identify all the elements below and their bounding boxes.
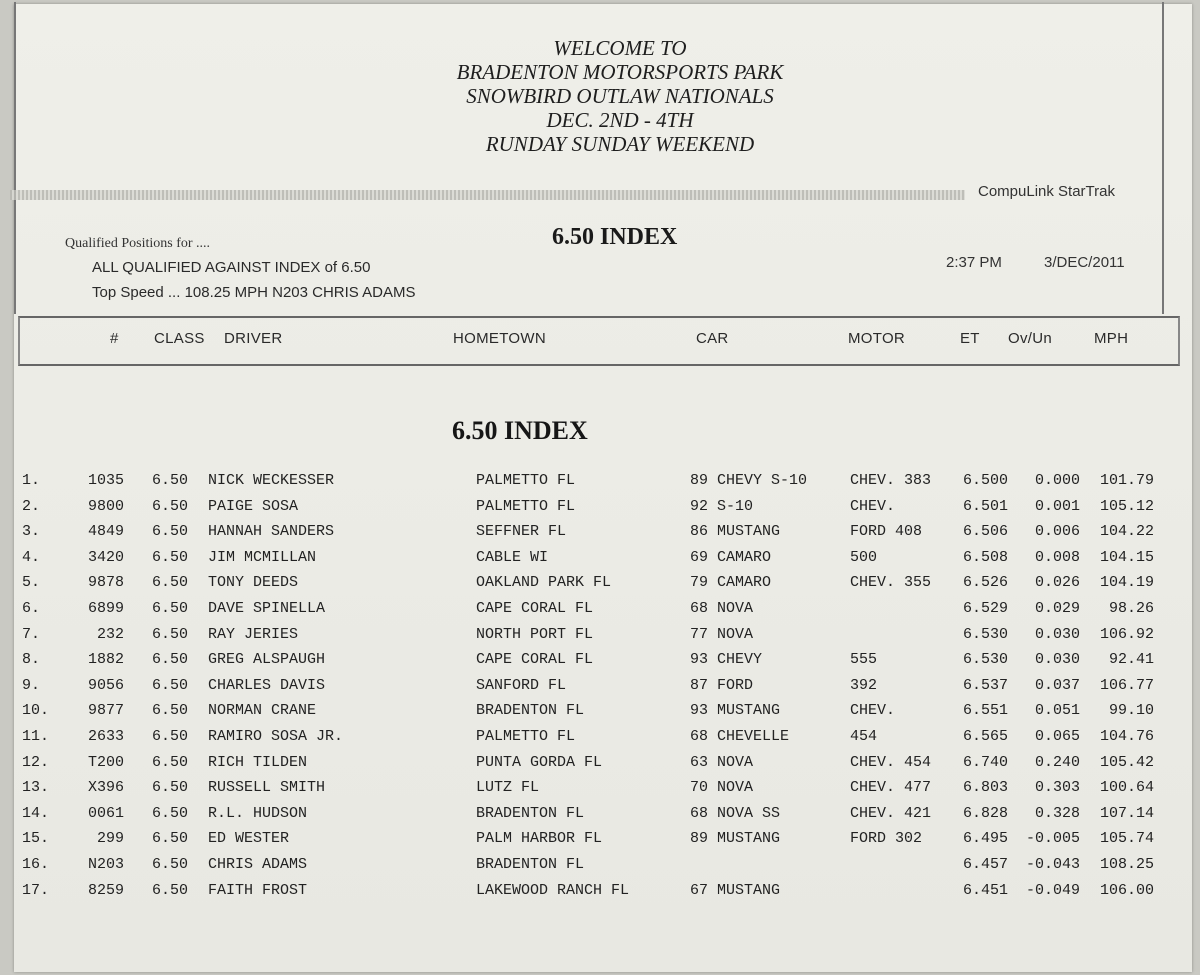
cell-over-under: 0.006 bbox=[1034, 523, 1080, 541]
cell-driver: CHRIS ADAMS bbox=[208, 856, 308, 873]
cell-elapsed-time: 6.537 bbox=[963, 676, 1009, 694]
cell-hometown: CAPE CORAL FL bbox=[476, 651, 594, 669]
table-row bbox=[0, 626, 1200, 651]
cell-driver: RAY JERIES bbox=[208, 625, 299, 643]
cell-elapsed-time: 6.803 bbox=[963, 779, 1009, 797]
table-row bbox=[0, 498, 1200, 523]
cell-elapsed-time: 6.495 bbox=[963, 830, 1009, 848]
col-num: # bbox=[110, 330, 119, 347]
cell-elapsed-time: 6.506 bbox=[963, 523, 1009, 541]
cell-class: 6.50 bbox=[152, 753, 189, 771]
cell-hometown: CAPE CORAL FL bbox=[476, 600, 594, 617]
cell-speed-mph: 106.00 bbox=[1099, 881, 1154, 899]
cell-over-under: -0.043 bbox=[1025, 856, 1080, 873]
cell-class: 6.50 bbox=[152, 676, 189, 694]
cell-speed-mph: 106.77 bbox=[1099, 676, 1154, 694]
cell-car-number: 232 bbox=[96, 625, 124, 643]
cell-driver: R.L. HUDSON bbox=[208, 804, 308, 822]
cell-driver: RAMIRO SOSA JR. bbox=[208, 728, 344, 745]
cell-motor: CHEV. 383 bbox=[850, 472, 932, 489]
col-class: CLASS bbox=[154, 330, 205, 347]
cell-hometown: LAKEWOOD RANCH FL bbox=[476, 881, 630, 899]
cell-speed-mph: 99.10 bbox=[1108, 702, 1154, 720]
cell-position: 11. bbox=[22, 728, 50, 745]
cell-car-number: 9878 bbox=[87, 574, 124, 592]
cell-class: 6.50 bbox=[152, 702, 189, 720]
cell-position: 7. bbox=[22, 625, 41, 643]
cell-motor: CHEV. 355 bbox=[850, 574, 932, 592]
cell-car-number: 0061 bbox=[87, 804, 124, 822]
cell-speed-mph: 92.41 bbox=[1108, 651, 1154, 669]
cell-over-under: 0.030 bbox=[1034, 625, 1080, 643]
cell-hometown: OAKLAND PARK FL bbox=[476, 574, 612, 592]
cell-driver: DAVE SPINELLA bbox=[208, 600, 326, 617]
index-heading: 6.50 INDEX bbox=[552, 224, 678, 250]
cell-motor: CHEV. 421 bbox=[850, 804, 932, 822]
cell-driver: ED WESTER bbox=[208, 830, 290, 848]
cell-over-under: 0.303 bbox=[1034, 779, 1080, 797]
cell-position: 10. bbox=[22, 702, 50, 720]
cell-speed-mph: 107.14 bbox=[1099, 804, 1154, 822]
cell-driver: CHARLES DAVIS bbox=[208, 676, 326, 694]
cell-hometown: PALMETTO FL bbox=[476, 728, 576, 745]
col-motor: MOTOR bbox=[848, 330, 906, 347]
cell-hometown: SEFFNER FL bbox=[476, 523, 567, 541]
cell-car-number: X396 bbox=[87, 779, 124, 797]
cell-speed-mph: 104.15 bbox=[1099, 548, 1154, 566]
cell-position: 13. bbox=[22, 779, 50, 797]
col-car: CAR bbox=[696, 330, 729, 347]
cell-motor: 555 bbox=[850, 651, 878, 669]
cell-car: 70 NOVA bbox=[690, 779, 754, 797]
cell-hometown: PALMETTO FL bbox=[476, 497, 576, 515]
cell-car: 77 NOVA bbox=[690, 625, 754, 643]
cell-speed-mph: 105.74 bbox=[1099, 830, 1154, 848]
cell-car-number: 3420 bbox=[87, 548, 124, 566]
cell-over-under: -0.049 bbox=[1025, 881, 1080, 899]
cell-driver: JIM MCMILLAN bbox=[208, 548, 317, 566]
cell-car-number: 6899 bbox=[87, 600, 124, 617]
cell-elapsed-time: 6.551 bbox=[963, 702, 1009, 720]
cell-speed-mph: 101.79 bbox=[1099, 472, 1154, 489]
cell-hometown: PALMETTO FL bbox=[476, 472, 576, 489]
cell-over-under: 0.029 bbox=[1034, 600, 1080, 617]
event-dates: DEC. 2ND - 4TH bbox=[546, 108, 694, 132]
cell-position: 15. bbox=[22, 830, 50, 848]
cell-car: 79 CAMARO bbox=[690, 574, 772, 592]
cell-car-number: 8259 bbox=[87, 881, 124, 899]
cell-elapsed-time: 6.529 bbox=[963, 600, 1009, 617]
cell-class: 6.50 bbox=[152, 881, 189, 899]
cell-over-under: 0.065 bbox=[1034, 728, 1080, 745]
divider-hatch bbox=[10, 190, 965, 200]
table-row bbox=[0, 677, 1200, 702]
table-row bbox=[0, 830, 1200, 855]
cell-hometown: LUTZ FL bbox=[476, 779, 540, 797]
cell-speed-mph: 106.92 bbox=[1099, 625, 1154, 643]
cell-car-number: T200 bbox=[87, 753, 124, 771]
cell-car: 92 S-10 bbox=[690, 497, 754, 515]
col-et: ET bbox=[960, 330, 980, 347]
cell-motor: CHEV. 454 bbox=[850, 753, 932, 771]
cell-position: 14. bbox=[22, 804, 50, 822]
cell-hometown: SANFORD FL bbox=[476, 676, 567, 694]
cell-motor: FORD 302 bbox=[850, 830, 923, 848]
cell-class: 6.50 bbox=[152, 523, 189, 541]
cell-position: 2. bbox=[22, 497, 41, 515]
cell-over-under: 0.037 bbox=[1034, 676, 1080, 694]
table-row bbox=[0, 856, 1200, 881]
cell-class: 6.50 bbox=[152, 804, 189, 822]
cell-position: 16. bbox=[22, 856, 50, 873]
cell-car-number: N203 bbox=[87, 856, 124, 873]
cell-driver: NORMAN CRANE bbox=[208, 702, 317, 720]
cell-motor: 454 bbox=[850, 728, 878, 745]
cell-car-number: 299 bbox=[96, 830, 124, 848]
cell-driver: HANNAH SANDERS bbox=[208, 523, 335, 541]
cell-car: 89 CHEVY S-10 bbox=[690, 472, 808, 489]
cell-car-number: 9800 bbox=[87, 497, 124, 515]
cell-speed-mph: 104.22 bbox=[1099, 523, 1154, 541]
cell-motor: 392 bbox=[850, 676, 878, 694]
cell-class: 6.50 bbox=[152, 830, 189, 848]
cell-driver: GREG ALSPAUGH bbox=[208, 651, 326, 669]
cell-hometown: PALM HARBOR FL bbox=[476, 830, 603, 848]
cell-elapsed-time: 6.828 bbox=[963, 804, 1009, 822]
cell-elapsed-time: 6.457 bbox=[963, 856, 1009, 873]
table-row bbox=[0, 472, 1200, 497]
index-line: ALL QUALIFIED AGAINST INDEX of 6.50 bbox=[92, 259, 371, 276]
col-hometown: HOMETOWN bbox=[453, 330, 546, 347]
cell-elapsed-time: 6.530 bbox=[963, 651, 1009, 669]
cell-speed-mph: 105.12 bbox=[1099, 497, 1154, 515]
col-mph: MPH bbox=[1094, 330, 1129, 347]
table-row bbox=[0, 600, 1200, 625]
col-ovun: Ov/Un bbox=[1008, 330, 1053, 347]
table-row bbox=[0, 882, 1200, 907]
cell-car-number: 9877 bbox=[87, 702, 124, 720]
table-row bbox=[0, 702, 1200, 727]
event-name: SNOWBIRD OUTLAW NATIONALS bbox=[466, 84, 774, 108]
cell-driver: RICH TILDEN bbox=[208, 753, 308, 771]
cell-position: 6. bbox=[22, 600, 41, 617]
cell-speed-mph: 105.42 bbox=[1099, 753, 1154, 771]
cell-motor: FORD 408 bbox=[850, 523, 923, 541]
cell-elapsed-time: 6.500 bbox=[963, 472, 1009, 489]
cell-hometown: BRADENTON FL bbox=[476, 856, 585, 873]
cell-speed-mph: 104.19 bbox=[1099, 574, 1154, 592]
cell-elapsed-time: 6.740 bbox=[963, 753, 1009, 771]
table-row bbox=[0, 728, 1200, 753]
cell-position: 4. bbox=[22, 548, 41, 566]
cell-car-number: 9056 bbox=[87, 676, 124, 694]
cell-elapsed-time: 6.501 bbox=[963, 497, 1009, 515]
cell-motor: CHEV. bbox=[850, 497, 896, 515]
cell-position: 9. bbox=[22, 676, 41, 694]
table-row bbox=[0, 549, 1200, 574]
cell-over-under: -0.005 bbox=[1025, 830, 1080, 848]
cell-car: 86 MUSTANG bbox=[690, 523, 781, 541]
print-date: 3/DEC/2011 bbox=[1044, 254, 1125, 271]
cell-car: 93 CHEVY bbox=[690, 651, 763, 669]
cell-hometown: NORTH PORT FL bbox=[476, 625, 594, 643]
cell-elapsed-time: 6.508 bbox=[963, 548, 1009, 566]
table-row bbox=[0, 651, 1200, 676]
cell-class: 6.50 bbox=[152, 600, 189, 617]
cell-motor: CHEV. bbox=[850, 702, 896, 720]
top-speed-line: Top Speed ... 108.25 MPH N203 CHRIS ADAMS bbox=[92, 284, 416, 301]
cell-driver: RUSSELL SMITH bbox=[208, 779, 326, 797]
cell-car-number: 2633 bbox=[87, 728, 124, 745]
cell-class: 6.50 bbox=[152, 625, 189, 643]
cell-car-number: 1882 bbox=[87, 651, 124, 669]
welcome-banner bbox=[0, 36, 1200, 156]
cell-car-number: 4849 bbox=[87, 523, 124, 541]
cell-elapsed-time: 6.530 bbox=[963, 625, 1009, 643]
cell-hometown: BRADENTON FL bbox=[476, 804, 585, 822]
cell-hometown: CABLE WI bbox=[476, 548, 549, 566]
cell-speed-mph: 98.26 bbox=[1108, 600, 1154, 617]
cell-over-under: 0.008 bbox=[1034, 548, 1080, 566]
cell-over-under: 0.328 bbox=[1034, 804, 1080, 822]
qualified-title: Qualified Positions for .... bbox=[65, 236, 211, 251]
cell-hometown: BRADENTON FL bbox=[476, 702, 585, 720]
cell-class: 6.50 bbox=[152, 574, 189, 592]
section-title: 6.50 INDEX bbox=[452, 416, 588, 445]
cell-driver: PAIGE SOSA bbox=[208, 497, 299, 515]
cell-driver: NICK WECKESSER bbox=[208, 472, 335, 489]
print-time: 2:37 PM bbox=[946, 254, 1002, 271]
event-subtitle: RUNDAY SUNDAY WEEKEND bbox=[485, 132, 755, 156]
cell-car: 67 MUSTANG bbox=[690, 881, 781, 899]
cell-speed-mph: 108.25 bbox=[1099, 856, 1154, 873]
table-row bbox=[0, 805, 1200, 830]
col-driver: DRIVER bbox=[224, 330, 283, 347]
cell-position: 1. bbox=[22, 472, 41, 489]
table-row bbox=[0, 574, 1200, 599]
cell-class: 6.50 bbox=[152, 856, 189, 873]
cell-car: 87 FORD bbox=[690, 676, 754, 694]
system-name: CompuLink StarTrak bbox=[978, 183, 1115, 200]
cell-position: 17. bbox=[22, 881, 50, 899]
cell-elapsed-time: 6.451 bbox=[963, 881, 1009, 899]
cell-class: 6.50 bbox=[152, 472, 189, 489]
cell-car: 89 MUSTANG bbox=[690, 830, 781, 848]
cell-class: 6.50 bbox=[152, 548, 189, 566]
table-row bbox=[0, 754, 1200, 779]
cell-car: 68 NOVA SS bbox=[690, 804, 781, 822]
cell-motor: 500 bbox=[850, 548, 878, 566]
cell-position: 12. bbox=[22, 753, 50, 771]
cell-class: 6.50 bbox=[152, 728, 189, 745]
cell-position: 8. bbox=[22, 651, 41, 669]
cell-hometown: PUNTA GORDA FL bbox=[476, 753, 603, 771]
cell-car: 68 CHEVELLE bbox=[690, 728, 790, 745]
cell-car-number: 1035 bbox=[87, 472, 124, 489]
cell-class: 6.50 bbox=[152, 651, 189, 669]
cell-position: 5. bbox=[22, 574, 41, 592]
cell-motor: CHEV. 477 bbox=[850, 779, 932, 797]
cell-speed-mph: 104.76 bbox=[1099, 728, 1154, 745]
cell-speed-mph: 100.64 bbox=[1099, 779, 1154, 797]
cell-car: 69 CAMARO bbox=[690, 548, 772, 566]
cell-elapsed-time: 6.565 bbox=[963, 728, 1009, 745]
track-name: BRADENTON MOTORSPORTS PARK bbox=[456, 60, 784, 84]
cell-over-under: 0.240 bbox=[1034, 753, 1080, 771]
cell-driver: TONY DEEDS bbox=[208, 574, 299, 592]
cell-class: 6.50 bbox=[152, 497, 189, 515]
cell-over-under: 0.000 bbox=[1034, 472, 1080, 489]
cell-over-under: 0.030 bbox=[1034, 651, 1080, 669]
cell-elapsed-time: 6.526 bbox=[963, 574, 1009, 592]
cell-driver: FAITH FROST bbox=[208, 881, 308, 899]
cell-over-under: 0.001 bbox=[1034, 497, 1080, 515]
cell-car: 93 MUSTANG bbox=[690, 702, 781, 720]
cell-class: 6.50 bbox=[152, 779, 189, 797]
cell-car: 63 NOVA bbox=[690, 753, 754, 771]
cell-position: 3. bbox=[22, 523, 41, 541]
cell-car: 68 NOVA bbox=[690, 600, 754, 617]
cell-over-under: 0.051 bbox=[1034, 702, 1080, 720]
cell-over-under: 0.026 bbox=[1034, 574, 1080, 592]
table-row bbox=[0, 523, 1200, 548]
table-row bbox=[0, 779, 1200, 804]
welcome-line: WELCOME TO bbox=[553, 36, 687, 60]
